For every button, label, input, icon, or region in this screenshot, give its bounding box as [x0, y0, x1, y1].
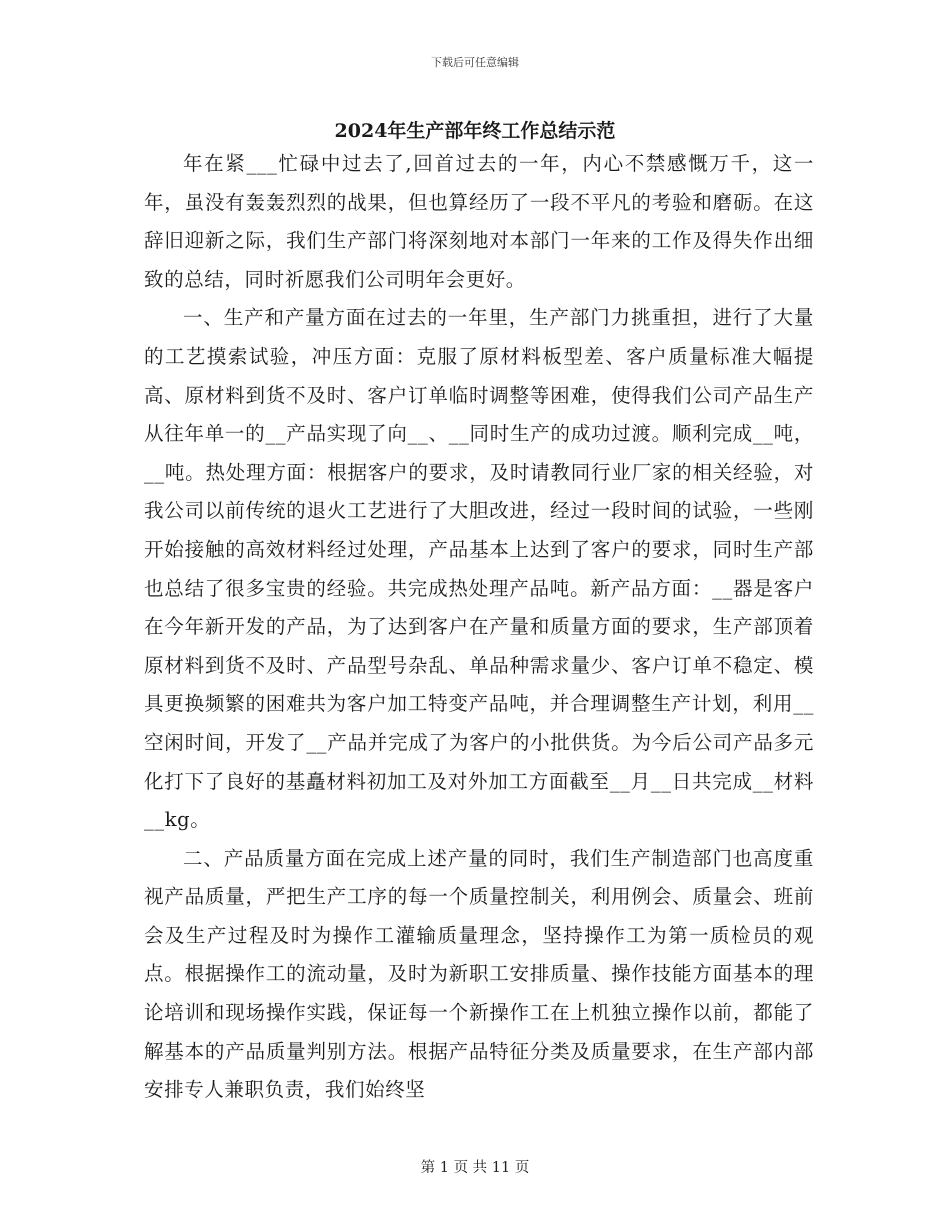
paragraph-intro: 年在紧___忙碌中过去了,回首过去的一年，内心不禁感慨万千，这一年，虽没有轰轰烈烈的战果，但也算经历了一段不平凡的考验和磨砺。在这辞旧迎新之际，我们生产部门将深刻地对本部门一年来的工作及得失作出细致的总结，同时祈愿我们公司明年会更好。	[144, 152, 814, 291]
document-header-note: 下载后可任意编辑	[431, 56, 519, 69]
paragraph-product-quality: 二、产品质量方面在完成上述产量的同时，我们生产制造部门也高度重视产品质量，严把生产工序的每一个质量控制关，利用例会、质量会、班前会及生产过程及时为操作工灌输质量理念，坚持操作工为第一质检员的观点。根据操作工的流动量，及时为新职工安排质量、操作技能方面基本的理论培训和现场操作实践，保证每一个新操作工在上机独立操作以前，都能了解基本的产品质量判别方法。根据产品特征分类及质量要求，在生产部内部安排专人兼职负责，我们始终坚	[144, 846, 814, 1102]
paragraph-production-output: 一、生产和产量方面在过去的一年里，生产部门力挑重担，进行了大量的工艺摸索试验，冲压方面：克服了原材料板型差、客户质量标准大幅提高、原材料到货不及时、客户订单临时调整等困难，使得我们公司产品生产从往年单一的__产品实现了向__、__同时生产的成功过渡。顺利完成__吨，__吨。热处理方面：根据客户的要求，及时请教同行业厂家的相关经验，对我公司以前传统的退火工艺进行了大胆改进，经过一段时间的试验，一些刚开始接触的高效材料经过处理，产品基本上达到了客户的要求，同时生产部也总结了很多宝贵的经验。共完成热处理产品吨。新产品方面：__器是客户在今年新开发的产品，为了达到客户在产量和质量方面的要求，生产部顶着原材料到货不及时、产品型号杂乱、单品种需求量少、客户订单不稳定、模具更换频繁的困难共为客户加工特变产品吨，并合理调整生产计划，利用__空闲时间，开发了__产品并完成了为客户的小批供货。为今后公司产品多元化打下了良好的基矗材料初加工及对外加工方面截至__月__日共完成__材料__kg。	[144, 306, 814, 832]
document-body	[144, 145, 814, 1110]
page-number-footer: 第 1 页 共 11 页	[420, 1160, 530, 1176]
document-title: 2024年生产部年终工作总结示范	[334, 120, 616, 142]
